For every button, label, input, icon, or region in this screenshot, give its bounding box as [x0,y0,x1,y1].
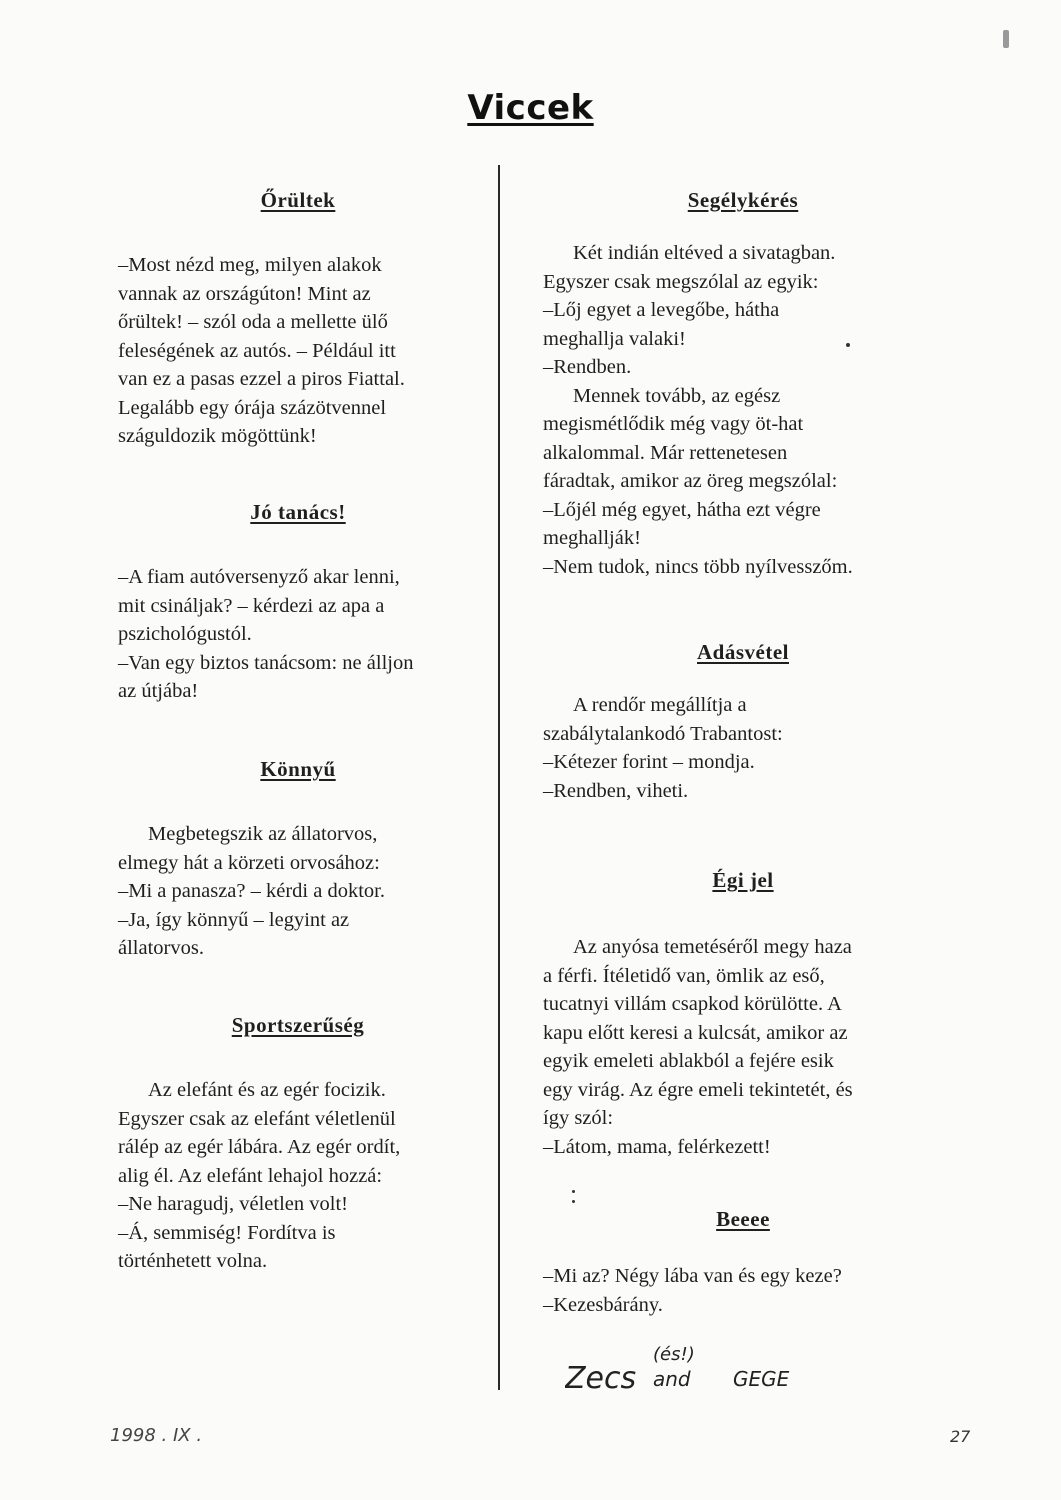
signature-connector: and [653,1367,691,1391]
joke-body [118,1076,478,1276]
joke-body [543,1262,943,1319]
joke-adasvetel [543,640,943,805]
joke-line: –Ne haragudj, véletlen volt! [118,1193,348,1215]
handwritten-signature [565,1340,825,1400]
joke-line: Egyszer csak megszólal az egyik: [543,270,819,293]
joke-line: Egyszer csak az elefánt véletlenül [118,1107,396,1130]
joke-line: Megbetegszik az állatorvos, [148,823,378,845]
joke-line: száguldozik mögöttünk! [118,425,317,447]
joke-line: vannak az országúton! Mint az [118,282,371,305]
joke-title: Segélykérés [687,188,799,212]
joke-line: alig él. Az elefánt lehajol hozzá: [118,1164,383,1187]
joke-title: Égi jel [712,868,774,892]
joke-line: a férfi. Ítéletidő van, ömlik az eső, [543,964,825,987]
scan-speck [846,343,850,347]
joke-egi-jel [543,868,943,1161]
joke-body [118,251,478,451]
joke-line: –Nem tudok, nincs több nyílvesszőm. [543,555,853,578]
joke-line: állatorvos. [118,937,204,959]
joke-beeee [543,1207,943,1319]
joke-line: –Látom, mama, felérkezett! [543,1135,771,1158]
joke-title: Jó tanács! [250,500,346,524]
joke-title: Őrültek [260,188,336,212]
scan-speck [572,1200,575,1203]
joke-line: meghallja valaki! [543,327,686,350]
joke-line: fáradtak, amikor az öreg megszólal: [543,470,838,492]
joke-line: pszichológustól. [118,623,252,645]
joke-line: megismétlődik még vagy öt-hat [543,413,804,435]
joke-line: –Lőj egyet a levegőbe, hátha [543,299,780,321]
joke-line: Mennek tovább, az egész [573,384,781,407]
signature-connector-note: (és!) [653,1344,695,1365]
scan-speck [572,1190,575,1193]
joke-line: –Rendben. [543,356,632,378]
joke-body [543,239,943,581]
joke-line: –Mi a panasza? – kérdi a doktor. [118,880,385,902]
joke-sportszeruseg [118,1013,478,1276]
joke-line: Legalább egy órája százötvennel [118,396,387,419]
joke-line: –Kétezer forint – mondja. [543,751,755,773]
page-title: Viccek [467,88,594,128]
joke-line: egyik emeleti ablakból a fejére esik [543,1050,834,1072]
joke-konnyu [118,757,478,963]
joke-line: –Van egy biztos tanácsom: ne álljon [118,651,414,674]
joke-line: Az anyósa temetéséről megy haza [573,936,852,958]
joke-line: történhetett volna. [118,1250,268,1272]
joke-line: tucatnyi villám csapkod körülötte. A [543,993,842,1015]
signature-name1: Zecs [565,1361,637,1396]
joke-line: szabálytalankodó Trabantost: [543,722,783,745]
joke-body [118,563,478,706]
joke-line: –Mi az? Négy lába van és egy keze? [543,1265,842,1287]
joke-segelykeres [543,188,943,581]
joke-line: kapu előtt keresi a kulcsát, amikor az [543,1021,848,1044]
footer-date: 1998 . IX . [110,1425,203,1446]
joke-line: –A fiam autóversenyző akar lenni, [118,566,400,588]
joke-line: –Ja, így könnyű – legyint az [118,908,350,931]
joke-line: alkalommal. Már rettenetesen [543,441,788,464]
joke-title: Adásvétel [697,640,789,664]
joke-line: így szól: [543,1107,614,1129]
page-number: 27 [950,1427,971,1446]
scan-speck [1003,30,1009,48]
joke-line: –Lőjél még egyet, hátha ezt végre [543,498,821,521]
joke-body [543,691,943,805]
joke-line: –Most nézd meg, milyen alakok [118,254,382,276]
joke-title: Sportszerűség [231,1013,365,1037]
joke-line: –Á, semmiség! Fordítva is [118,1221,336,1244]
joke-line: feleségének az autós. – Például itt [118,339,396,362]
joke-title: Beeee [716,1207,770,1231]
joke-jo-tanacs [118,500,478,706]
joke-line: rálép az egér lábára. Az egér ordít, [118,1136,401,1158]
joke-line: elmegy hát a körzeti orvosához: [118,851,380,874]
joke-line: az útjába! [118,680,199,702]
joke-line: egy virág. Az égre emeli tekintetét, és [543,1078,853,1101]
joke-line: –Rendben, viheti. [543,779,689,802]
joke-body [118,820,478,963]
column-divider [498,165,500,1390]
joke-line: Az elefánt és az egér focizik. [148,1079,386,1101]
joke-orultek [118,188,478,451]
joke-line: őrültek! – szól oda a mellette ülő [118,311,388,333]
joke-body [543,933,943,1161]
joke-line: –Kezesbárány. [543,1293,663,1316]
joke-line: meghallják! [543,527,641,549]
joke-line: van ez a pasas ezzel a piros Fiattal. [118,368,405,390]
joke-line: Két indián eltéved a sivatagban. [573,242,836,264]
joke-line: mit csináljak? – kérdezi az apa a [118,594,385,617]
signature-name2: GEGE [733,1367,790,1391]
joke-line: A rendőr megállítja a [573,694,747,716]
joke-title: Könnyű [260,757,336,781]
